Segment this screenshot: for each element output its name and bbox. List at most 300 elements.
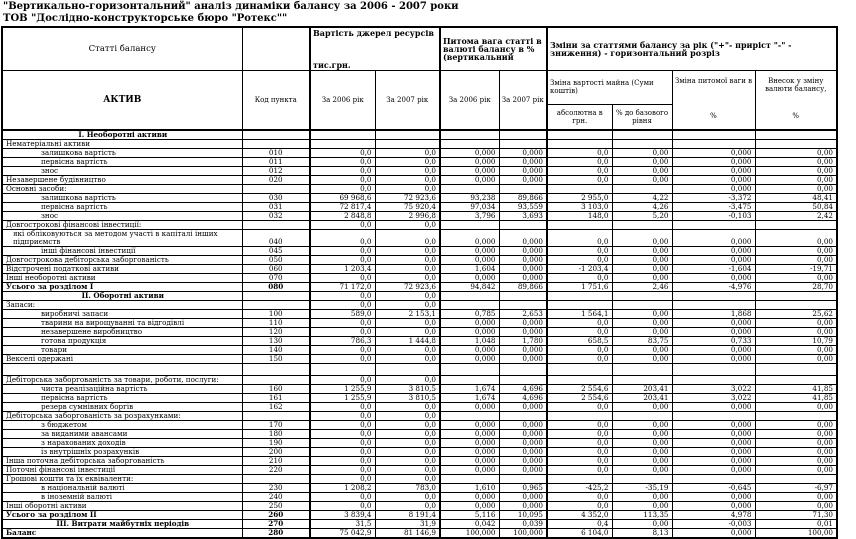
value-cell: 2 848,8	[310, 211, 375, 220]
row-label: Відстрочені податкові активи	[2, 264, 242, 273]
row-label: які обліковуються за методом участі в капіталі інших підприємств	[2, 229, 242, 246]
value-cell: 41,85	[755, 384, 837, 393]
value-cell: 0,000	[672, 354, 755, 363]
value-cell: 0,0	[375, 220, 440, 229]
value-cell	[547, 184, 612, 193]
value-cell: 0,000	[440, 492, 499, 501]
row-label: із внутрішніх розрахунків	[2, 447, 242, 456]
value-cell: 71,30	[755, 510, 837, 519]
col-group-vartist-dzherel	[310, 27, 440, 71]
value-cell	[440, 220, 499, 229]
value-cell: 0,0	[375, 438, 440, 447]
value-cell: 0,00	[755, 255, 837, 264]
value-cell	[612, 220, 672, 229]
value-cell: 0,0	[310, 229, 375, 246]
table-header	[2, 27, 837, 130]
value-cell: 0,000	[440, 501, 499, 510]
row-label: залишкова вартість	[2, 148, 242, 157]
value-cell: 10,79	[755, 336, 837, 345]
value-cell: 0,0	[547, 255, 612, 264]
value-cell: 8,13	[612, 528, 672, 538]
row-label: первісна вартість	[2, 202, 242, 211]
value-cell	[755, 220, 837, 229]
value-cell: 0,0	[375, 402, 440, 411]
value-cell: 5,116	[440, 510, 499, 519]
value-cell: 4,696	[499, 384, 547, 393]
row-code: 070	[242, 273, 310, 282]
table-row	[2, 528, 837, 538]
value-cell: 0,0	[547, 273, 612, 282]
value-cell: 0,0	[310, 220, 375, 229]
value-cell: 0,00	[612, 175, 672, 184]
value-cell: 0,00	[755, 402, 837, 411]
balance-table	[1, 26, 838, 539]
document-title	[0, 0, 856, 26]
value-cell: 0,00	[612, 148, 672, 157]
value-cell: 83,75	[612, 336, 672, 345]
value-cell	[499, 184, 547, 193]
row-label: III. Витрати майбутніх періодів	[2, 519, 242, 528]
row-code: 050	[242, 255, 310, 264]
row-code: 160	[242, 384, 310, 393]
table-row	[2, 345, 837, 354]
row-label: Поточні фінансові інвестиції	[2, 465, 242, 474]
row-label: в національній валюті	[2, 483, 242, 492]
row-code: 240	[242, 492, 310, 501]
value-cell: 100,00	[755, 528, 837, 538]
value-cell	[440, 184, 499, 193]
value-cell: 0,0	[310, 273, 375, 282]
row-code: 130	[242, 336, 310, 345]
value-cell: -6,97	[755, 483, 837, 492]
value-cell	[672, 130, 755, 140]
value-cell	[755, 130, 837, 140]
value-cell: 0,000	[672, 175, 755, 184]
value-cell	[499, 291, 547, 300]
value-cell: 0,0	[375, 148, 440, 157]
row-code: 012	[242, 166, 310, 175]
value-cell: 0,0	[310, 300, 375, 309]
value-cell: 97,034	[440, 202, 499, 211]
value-cell: 0,0	[310, 354, 375, 363]
value-cell: 0,000	[499, 438, 547, 447]
row-label: I. Необоротні активи	[2, 130, 242, 140]
col-header-pct-1: %	[672, 104, 755, 130]
value-cell	[440, 375, 499, 384]
value-cell	[440, 139, 499, 148]
value-cell: 0,0	[310, 318, 375, 327]
value-cell	[499, 300, 547, 309]
value-cell: 0,0	[310, 148, 375, 157]
value-cell: 783,0	[375, 483, 440, 492]
value-cell: 0,000	[440, 429, 499, 438]
value-cell: 3,693	[499, 211, 547, 220]
value-cell: 1,604	[440, 264, 499, 273]
row-label: Дебіторська заборгованість за розрахунками:	[2, 411, 242, 420]
col-header-2007-thousands: За 2007 рік	[375, 71, 440, 130]
table-row	[2, 519, 837, 528]
value-cell: 0,0	[547, 402, 612, 411]
value-cell: 0,00	[612, 166, 672, 175]
value-cell: 0,00	[612, 501, 672, 510]
value-cell: 0,0	[375, 354, 440, 363]
value-cell: 0,0	[310, 157, 375, 166]
value-cell: 2 996,8	[375, 211, 440, 220]
row-label: з бюджетом	[2, 420, 242, 429]
row-code	[242, 363, 310, 375]
value-cell: 0,000	[672, 229, 755, 246]
value-cell: 0,000	[672, 501, 755, 510]
doc-title-line1: "Вертикально-горизонтальний" аналіз динаміки балансу за 2006 - 2007 роки	[3, 1, 459, 12]
value-cell: 0,4	[547, 519, 612, 528]
value-cell: 0,000	[499, 354, 547, 363]
value-cell	[612, 300, 672, 309]
value-cell	[440, 291, 499, 300]
value-cell: 0,00	[612, 246, 672, 255]
value-cell: 1,048	[440, 336, 499, 345]
table-row	[2, 166, 837, 175]
value-cell: 3,022	[672, 393, 755, 402]
value-cell: 0,000	[672, 420, 755, 429]
value-cell	[440, 411, 499, 420]
value-cell	[499, 375, 547, 384]
value-cell: 0,00	[612, 402, 672, 411]
value-cell: 93,559	[499, 202, 547, 211]
value-cell: 0,000	[440, 402, 499, 411]
value-cell: -19,71	[755, 264, 837, 273]
row-label: інші фінансові інвестиції	[2, 246, 242, 255]
row-label: Інша поточна дебіторська заборгованість	[2, 456, 242, 465]
value-cell: 0,0	[310, 345, 375, 354]
table-row	[2, 375, 837, 384]
value-cell: -0,103	[672, 211, 755, 220]
value-cell: 3,796	[440, 211, 499, 220]
value-cell: 0,0	[310, 501, 375, 510]
col-header-zmina-pytomoi: Зміна питомої ваги в	[672, 71, 755, 105]
value-cell: 0,0	[375, 273, 440, 282]
value-cell: 0,00	[612, 255, 672, 264]
row-label: незавершене виробництво	[2, 327, 242, 336]
value-cell: 0,00	[755, 420, 837, 429]
value-cell: 0,0	[547, 501, 612, 510]
value-cell: 72 923,6	[375, 282, 440, 291]
table-row	[2, 411, 837, 420]
row-label: залишкова вартість	[2, 193, 242, 202]
table-row	[2, 246, 837, 255]
value-cell: 0,0	[547, 148, 612, 157]
value-cell: 2,653	[499, 309, 547, 318]
value-cell: 0,00	[755, 327, 837, 336]
value-cell	[440, 300, 499, 309]
value-cell: 0,00	[612, 429, 672, 438]
value-cell: 0,00	[612, 519, 672, 528]
col-header-aktyv: АКТИВ	[2, 71, 242, 130]
value-cell: 0,000	[440, 318, 499, 327]
value-cell: 0,0	[310, 492, 375, 501]
value-cell: 0,785	[440, 309, 499, 318]
col-header-kod-punkta: Код пункта	[242, 71, 310, 130]
value-cell: 1,674	[440, 384, 499, 393]
col-header-absolute: абсолютна в грн.	[547, 104, 612, 130]
value-cell: 75 920,4	[375, 202, 440, 211]
value-cell: 1,610	[440, 483, 499, 492]
table-row	[2, 273, 837, 282]
value-cell: 0,00	[755, 345, 837, 354]
table-row	[2, 456, 837, 465]
value-cell	[547, 363, 612, 375]
value-cell: 0,000	[499, 465, 547, 474]
value-cell: 0,0	[310, 184, 375, 193]
row-code: 280	[242, 528, 310, 538]
value-cell: 0,0	[310, 429, 375, 438]
value-cell: 0,0	[547, 175, 612, 184]
row-label: знос	[2, 166, 242, 175]
value-cell	[612, 363, 672, 375]
value-cell: 786,3	[310, 336, 375, 345]
value-cell: 4,22	[612, 193, 672, 202]
value-cell: 0,0	[547, 166, 612, 175]
value-cell	[499, 474, 547, 483]
value-cell	[755, 474, 837, 483]
value-cell: 4,696	[499, 393, 547, 402]
table-row	[2, 291, 837, 300]
value-cell: 0,0	[310, 175, 375, 184]
table-row	[2, 474, 837, 483]
value-cell: 203,41	[612, 393, 672, 402]
value-cell	[440, 363, 499, 375]
row-code: 161	[242, 393, 310, 402]
value-cell: 2,46	[612, 282, 672, 291]
value-cell: 0,0	[310, 456, 375, 465]
value-cell: 1 564,1	[547, 309, 612, 318]
value-cell	[755, 375, 837, 384]
value-cell: 0,0	[547, 456, 612, 465]
value-cell: 0,0	[547, 465, 612, 474]
value-cell: 0,00	[755, 157, 837, 166]
value-cell: 0,00	[755, 465, 837, 474]
table-row	[2, 429, 837, 438]
spacer-row	[2, 363, 837, 375]
table-row	[2, 130, 837, 140]
value-cell: 0,0	[375, 420, 440, 429]
value-cell: 3 103,0	[547, 202, 612, 211]
value-cell: 0,000	[499, 501, 547, 510]
table-row	[2, 318, 837, 327]
value-cell: 0,0	[310, 166, 375, 175]
value-cell	[672, 220, 755, 229]
row-code: 200	[242, 447, 310, 456]
value-cell	[547, 300, 612, 309]
table-row	[2, 211, 837, 220]
doc-title-line2: ТОВ "Дослідно-конструкторське бюро "Ротекс""	[3, 13, 288, 24]
value-cell: 0,00	[755, 184, 837, 193]
row-code: 162	[242, 402, 310, 411]
value-cell	[547, 411, 612, 420]
table-row	[2, 220, 837, 229]
value-cell: 0,0	[375, 175, 440, 184]
value-cell	[755, 291, 837, 300]
value-cell: 0,000	[499, 429, 547, 438]
value-cell: 3 810,5	[375, 393, 440, 402]
value-cell: 0,0	[375, 447, 440, 456]
value-cell: 0,000	[499, 456, 547, 465]
row-label: Дебіторська заборгованість за товари, роботи, послуги:	[2, 375, 242, 384]
value-cell: -0,645	[672, 483, 755, 492]
value-cell: 0,00	[755, 492, 837, 501]
value-cell: 148,0	[547, 211, 612, 220]
value-cell: 0,000	[440, 157, 499, 166]
value-cell: 0,00	[755, 175, 837, 184]
value-cell: 93,238	[440, 193, 499, 202]
value-cell: 0,0	[375, 375, 440, 384]
value-cell	[672, 474, 755, 483]
row-code: 210	[242, 456, 310, 465]
value-cell: 6 104,0	[547, 528, 612, 538]
row-label: Інші необоротні активи	[2, 273, 242, 282]
table-row	[2, 229, 837, 246]
row-code: 180	[242, 429, 310, 438]
value-cell	[310, 139, 375, 148]
row-label: Основні засоби:	[2, 184, 242, 193]
value-cell	[440, 130, 499, 140]
value-cell: 0,000	[499, 166, 547, 175]
value-cell: 72 817,4	[310, 202, 375, 211]
value-cell: 0,0	[375, 492, 440, 501]
value-cell: 0,0	[547, 447, 612, 456]
value-cell: 0,00	[612, 309, 672, 318]
value-cell: -425,2	[547, 483, 612, 492]
value-cell: 1 208,2	[310, 483, 375, 492]
value-cell: 0,000	[499, 246, 547, 255]
row-label	[2, 363, 242, 375]
value-cell: 0,00	[755, 429, 837, 438]
value-cell: 0,0	[375, 291, 440, 300]
value-cell: 0,0	[547, 229, 612, 246]
value-cell: 0,000	[440, 166, 499, 175]
row-code: 110	[242, 318, 310, 327]
row-code	[242, 220, 310, 229]
row-code: 190	[242, 438, 310, 447]
value-cell	[755, 363, 837, 375]
table-body	[2, 130, 837, 538]
row-code: 150	[242, 354, 310, 363]
value-cell	[499, 139, 547, 148]
value-cell: 0,00	[612, 318, 672, 327]
row-label: за виданими авансами	[2, 429, 242, 438]
row-label: готова продукція	[2, 336, 242, 345]
row-label: первісна вартість	[2, 393, 242, 402]
value-cell	[547, 375, 612, 384]
value-cell: 0,000	[440, 447, 499, 456]
value-cell	[547, 474, 612, 483]
value-cell: 0,000	[440, 345, 499, 354]
value-cell: 0,000	[499, 255, 547, 264]
value-cell: 0,0	[310, 291, 375, 300]
value-cell: 0,00	[612, 354, 672, 363]
value-cell: 0,00	[755, 229, 837, 246]
table-row	[2, 384, 837, 393]
value-cell: 0,000	[440, 255, 499, 264]
value-cell: 0,000	[499, 327, 547, 336]
value-cell: 0,0	[375, 157, 440, 166]
value-cell: 113,35	[612, 510, 672, 519]
value-cell: 71 172,0	[310, 282, 375, 291]
value-cell: 0,00	[755, 447, 837, 456]
value-cell: 0,00	[755, 166, 837, 175]
value-cell: 0,000	[499, 420, 547, 429]
value-cell: 0,000	[672, 166, 755, 175]
value-cell: 0,0	[310, 246, 375, 255]
value-cell: 0,0	[547, 420, 612, 429]
value-cell: 5,20	[612, 211, 672, 220]
row-code: 011	[242, 157, 310, 166]
value-cell: 0,000	[440, 229, 499, 246]
row-label: Усього за розділом I	[2, 282, 242, 291]
value-cell: 69 968,6	[310, 193, 375, 202]
col-header-2007-percent: За 2007 рік	[499, 71, 547, 130]
row-code	[242, 300, 310, 309]
value-cell: 0,000	[440, 273, 499, 282]
value-cell: 2,42	[755, 211, 837, 220]
value-cell: 1 255,9	[310, 384, 375, 393]
row-label: виробничі запаси	[2, 309, 242, 318]
value-cell: 0,733	[672, 336, 755, 345]
row-label: II. Оборотні активи	[2, 291, 242, 300]
value-cell: 0,00	[755, 273, 837, 282]
table-row	[2, 193, 837, 202]
value-cell: 0,0	[375, 474, 440, 483]
value-cell	[672, 300, 755, 309]
value-cell: 0,000	[499, 148, 547, 157]
value-cell: 0,0	[547, 246, 612, 255]
row-label: з нарахованих доходів	[2, 438, 242, 447]
value-cell: 0,0	[375, 456, 440, 465]
col-header-vnesok: Внесок у зміну валюти балансу,	[755, 71, 837, 105]
value-cell: 0,0	[310, 411, 375, 420]
value-cell	[612, 291, 672, 300]
value-cell	[672, 375, 755, 384]
row-code	[242, 291, 310, 300]
value-cell	[612, 184, 672, 193]
row-label: первісна вартість	[2, 157, 242, 166]
value-cell	[612, 411, 672, 420]
row-code	[242, 375, 310, 384]
value-cell	[499, 363, 547, 375]
table-row	[2, 354, 837, 363]
value-cell	[612, 375, 672, 384]
value-cell: 75 042,9	[310, 528, 375, 538]
value-cell: 0,0	[547, 492, 612, 501]
value-cell: 2 554,6	[547, 384, 612, 393]
value-cell: -3,475	[672, 202, 755, 211]
value-cell: 1,780	[499, 336, 547, 345]
value-cell: 0,00	[755, 456, 837, 465]
value-cell	[755, 411, 837, 420]
table-row	[2, 336, 837, 345]
value-cell: 0,000	[440, 246, 499, 255]
row-label: товари	[2, 345, 242, 354]
value-cell: 0,00	[755, 318, 837, 327]
value-cell: 0,000	[672, 492, 755, 501]
table-row	[2, 264, 837, 273]
value-cell: 0,0	[547, 438, 612, 447]
table-row	[2, 309, 837, 318]
value-cell: 0,00	[612, 264, 672, 273]
value-cell: 0,000	[672, 148, 755, 157]
table-row	[2, 327, 837, 336]
value-cell: 0,000	[499, 345, 547, 354]
value-cell: -3,372	[672, 193, 755, 202]
